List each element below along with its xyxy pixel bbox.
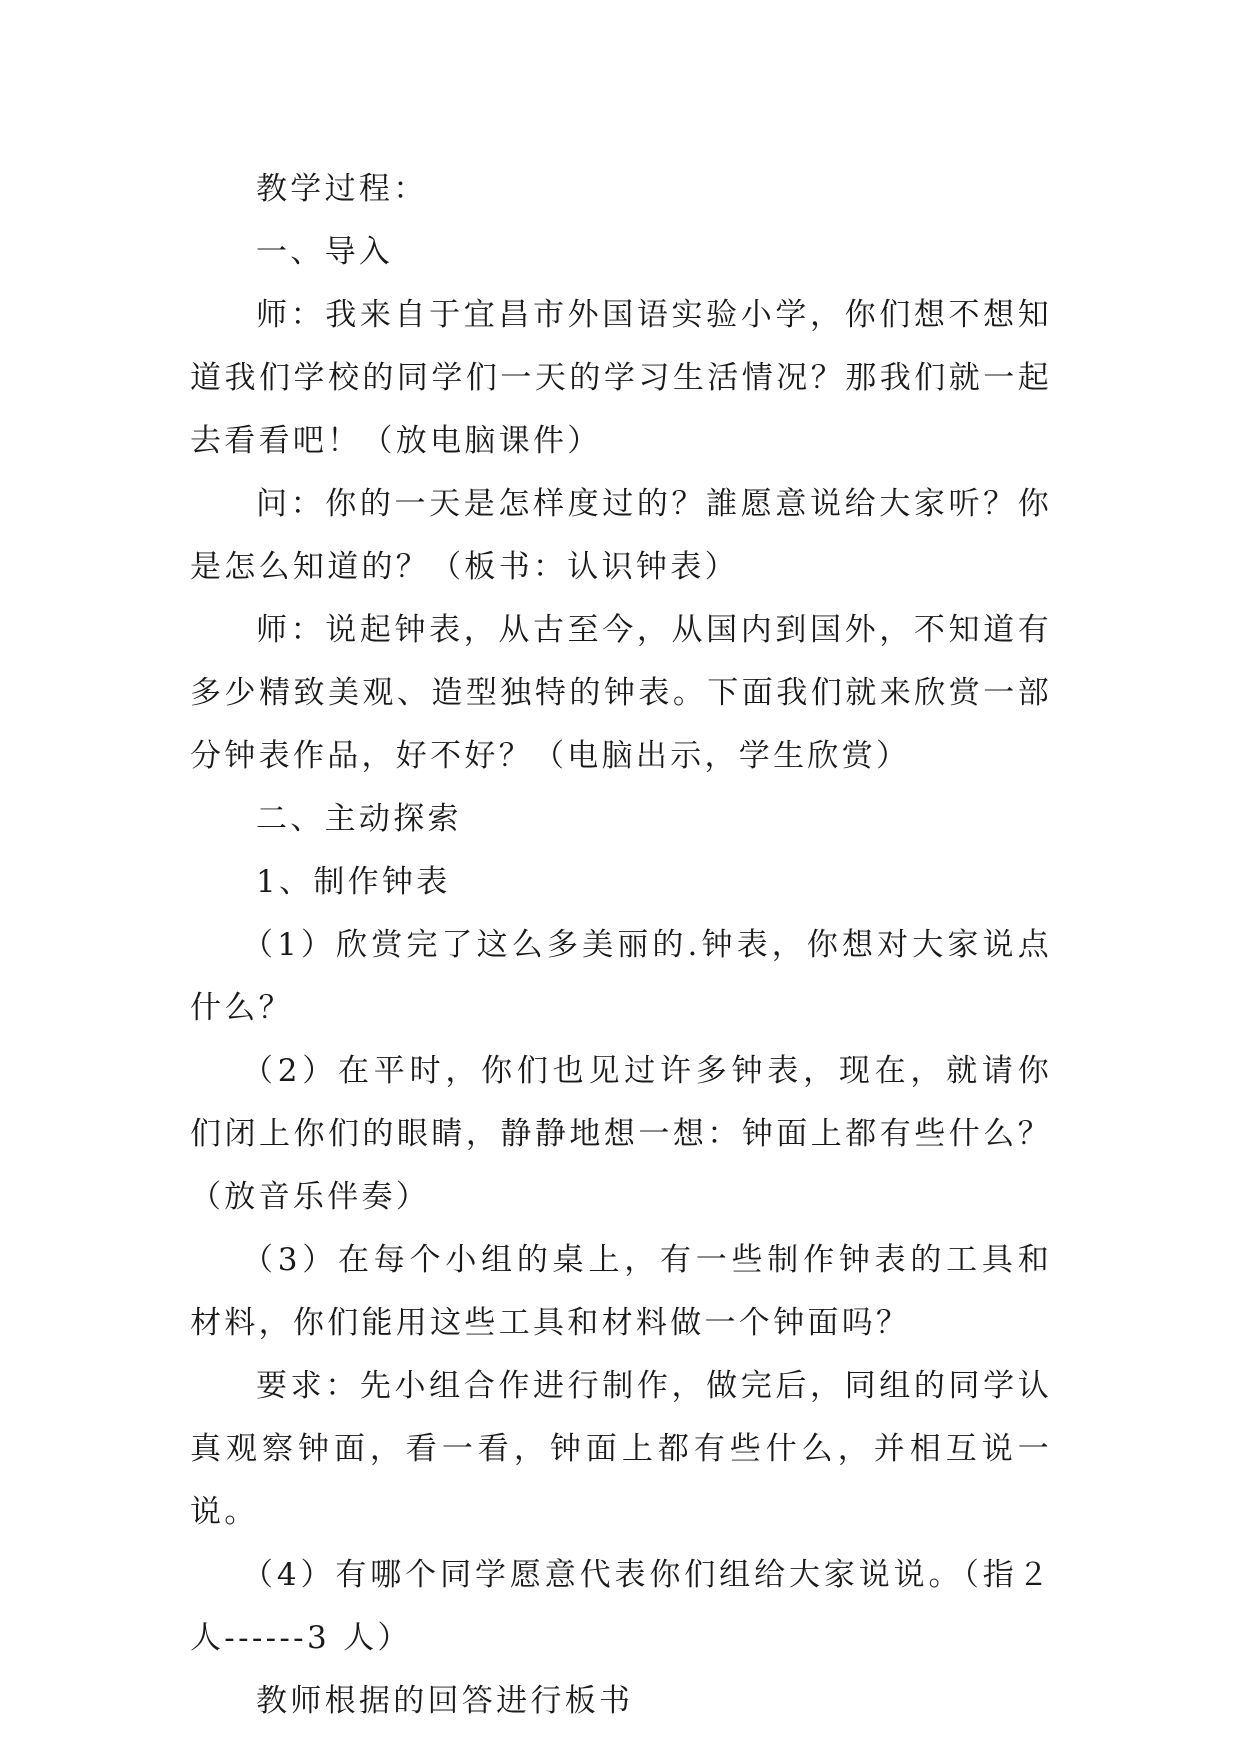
paragraph-step-4: （4）有哪个同学愿意代表你们组给大家说说。（指２人------3 人） xyxy=(190,1557,1052,1656)
paragraph-teacher-clocks: 师：说起钟表，从古至今，从国内到国外，不知道有多少精致美观、造型独特的钟表。下面我们就来欣赏一部分钟表作品，好不好？（电脑出示，学生欣赏） xyxy=(190,612,1052,774)
paragraph-teaching-process-heading: 教学过程： xyxy=(256,171,428,207)
paragraph-step-3: （3）在每个小组的桌上，有一些制作钟表的工具和材料，你们能用这些工具和材料做一个钟面吗？ xyxy=(190,1242,1052,1341)
paragraph-step-2: （2）在平时，你们也见过许多钟表，现在，就请你们闭上你们的眼睛，静静地想一想：钟面上都有些什么？（放音乐伴奏） xyxy=(190,1053,1052,1215)
paragraph-teacher-board: 教师根据的回答进行板书 xyxy=(256,1683,634,1719)
paragraph-question-day: 问：你的一天是怎样度过的？誰愿意说给大家听？你是怎么知道的？（板书：认识钟表） xyxy=(190,486,1052,585)
paragraph-requirement: 要求：先小组合作进行制作，做完后，同组的同学认真观察钟面，看一看，钟面上都有些什么，并相互说一说。 xyxy=(190,1368,1052,1530)
paragraph-section-intro-heading: 一、导入 xyxy=(256,234,394,270)
paragraph-make-clock-heading: 1、制作钟表 xyxy=(256,864,451,900)
document-body xyxy=(190,158,1052,1733)
paragraph-step-1: （1）欣赏完了这么多美丽的.钟表，你想对大家说点什么？ xyxy=(190,927,1052,1026)
paragraph-teacher-intro: 师：我来自于宜昌市外国语实验小学，你们想不想知道我们学校的同学们一天的学习生活情况？那我们就一起去看看吧！（放电脑课件） xyxy=(190,297,1052,459)
paragraph-section-explore-heading: 二、主动探索 xyxy=(256,801,462,837)
